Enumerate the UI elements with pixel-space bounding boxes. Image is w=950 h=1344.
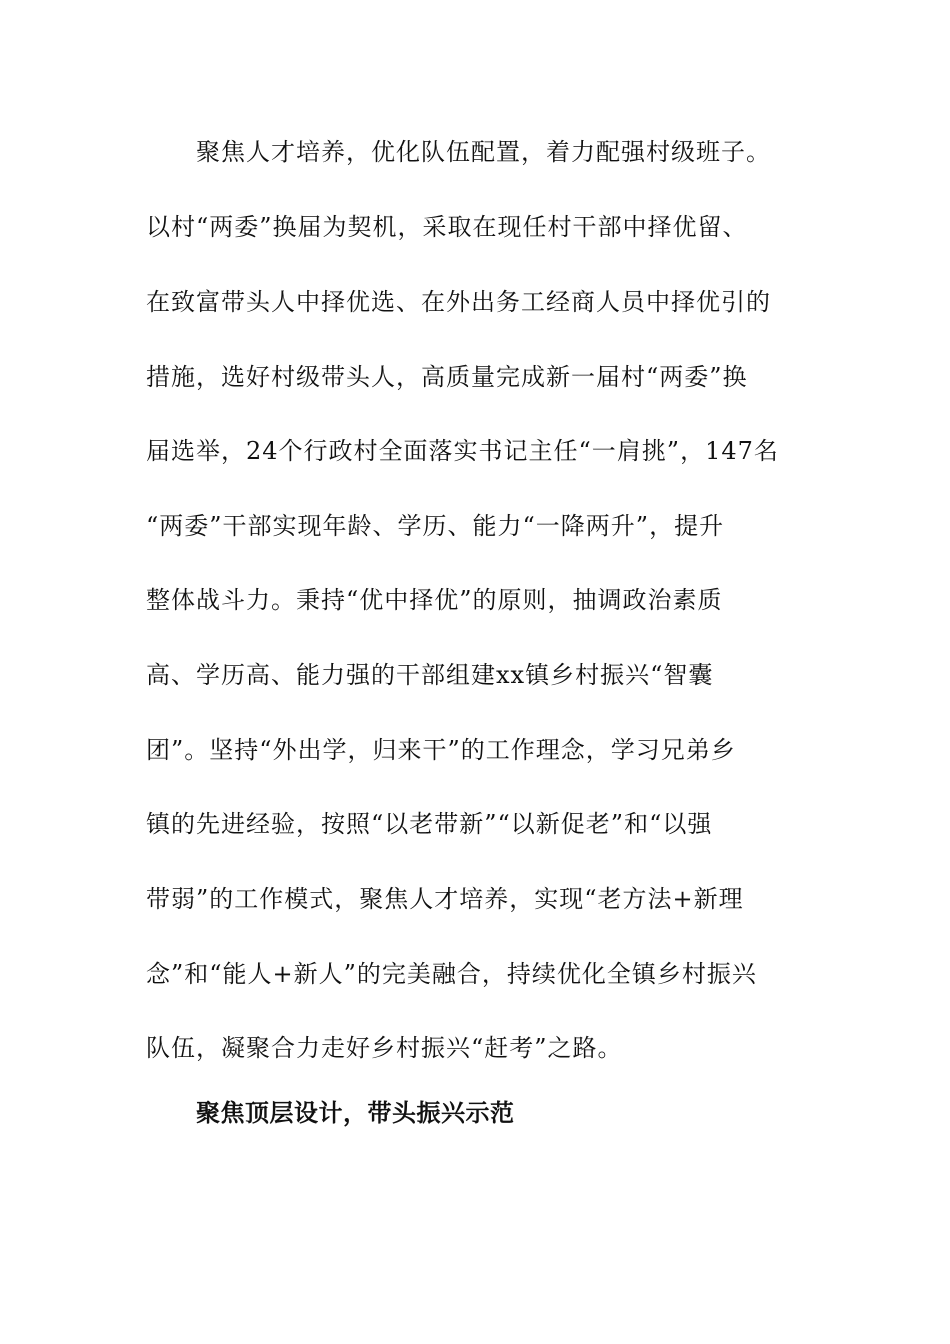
paragraph-line: 以村“两委”换届为契机，采取在现任村干部中择优留、: [146, 213, 748, 241]
paragraph-line: 高、学历高、能力强的干部组建xx镇乡村振兴“智囊: [146, 661, 714, 689]
paragraph-line: 整体战斗力。秉持“优中择优”的原则，抽调政治素质: [146, 586, 723, 614]
paragraph-line: 聚焦人才培养，优化队伍配置，着力配强村级班子。: [196, 138, 771, 166]
paragraph-line: 团”。坚持“外出学，归来干”的工作理念，学习兄弟乡: [146, 736, 736, 764]
paragraph-line: 届选举，24个行政村全面落实书记主任“一肩挑”，147名: [146, 437, 779, 465]
paragraph-line: 带弱”的工作模式，聚焦人才培养，实现“老方法+新理: [146, 885, 744, 913]
paragraph-line: 念”和“能人+新人”的完美融合，持续优化全镇乡村振兴: [146, 960, 757, 988]
section-heading: 聚焦顶层设计，带头振兴示范: [196, 1098, 515, 1127]
paragraph-line: 在致富带头人中择优选、在外出务工经商人员中择优引的: [146, 288, 771, 316]
paragraph-line: 队伍，凝聚合力走好乡村振兴“赶考”之路。: [146, 1034, 623, 1062]
paragraph-line: 措施，选好村级带头人，高质量完成新一届村“两委”换: [146, 363, 748, 391]
paragraph-line: 镇的先进经验，按照“以老带新”“以新促老”和“以强: [146, 810, 713, 838]
paragraph-line: “两委”干部实现年龄、学历、能力“一降两升”，提升: [146, 512, 725, 540]
